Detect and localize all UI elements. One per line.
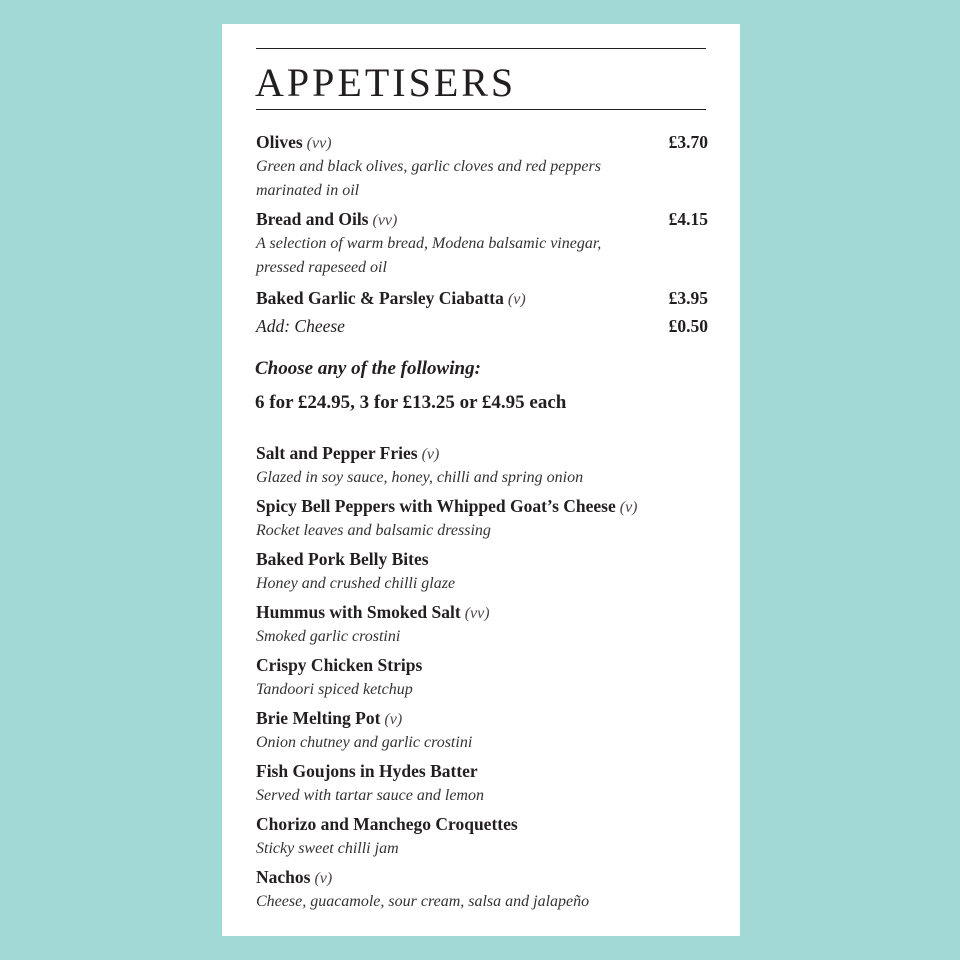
list-item-chicken-strips bbox=[256, 654, 708, 701]
dietary-tag: (v) bbox=[507, 291, 526, 308]
item-name: Salt and Pepper Fries bbox=[256, 443, 418, 463]
menu-card bbox=[222, 24, 740, 936]
menu-item-olives bbox=[256, 131, 708, 203]
offer-heading: Choose any of the following: bbox=[255, 358, 481, 379]
offer-deal: 6 for £24.95, 3 for £13.25 or £4.95 each bbox=[255, 392, 567, 413]
item-name: Bread and Oils bbox=[256, 209, 369, 229]
list-item-chorizo-croquettes bbox=[256, 813, 708, 860]
item-name: Hummus with Smoked Salt bbox=[256, 602, 461, 622]
item-price: £3.95 bbox=[668, 288, 708, 308]
item-name: Baked Garlic & Parsley Ciabatta bbox=[256, 288, 504, 308]
item-description: Sticky sweet chilli jam bbox=[256, 840, 399, 857]
item-description: Smoked garlic crostini bbox=[256, 628, 401, 645]
title-rule-bottom bbox=[256, 109, 706, 110]
list-item-spicy-bell-peppers bbox=[256, 495, 708, 542]
item-name: Nachos bbox=[256, 867, 311, 887]
item-description: Glazed in soy sauce, honey, chilli and spring onion bbox=[256, 469, 584, 486]
item-price: £3.70 bbox=[668, 132, 708, 152]
list-item-fish-goujons bbox=[256, 760, 708, 807]
dietary-tag: (v) bbox=[314, 870, 333, 887]
item-price: £4.15 bbox=[668, 209, 708, 229]
item-description: Served with tartar sauce and lemon bbox=[256, 787, 484, 804]
list-item-pork-belly-bites bbox=[256, 548, 708, 595]
dietary-tag: (vv) bbox=[464, 605, 490, 622]
item-description: A selection of warm bread, Modena balsamic vinegar, pressed rapeseed oil bbox=[256, 235, 602, 276]
dietary-tag: (v) bbox=[619, 499, 638, 516]
item-description: Cheese, guacamole, sour cream, salsa and jalapeño bbox=[256, 893, 590, 910]
list-item-brie-melting-pot bbox=[256, 707, 708, 754]
item-name: Fish Goujons in Hydes Batter bbox=[256, 761, 478, 781]
item-name: Chorizo and Manchego Croquettes bbox=[256, 814, 518, 834]
item-name: Olives bbox=[256, 132, 303, 152]
item-name: Spicy Bell Peppers with Whipped Goat’s Cheese bbox=[256, 496, 616, 516]
item-description: Rocket leaves and balsamic dressing bbox=[256, 522, 491, 539]
list-item-nachos bbox=[256, 866, 708, 913]
section-title: APPETISERS bbox=[255, 60, 517, 105]
dietary-tag: (vv) bbox=[306, 135, 332, 152]
list-item-hummus bbox=[256, 601, 708, 648]
dietary-tag: (v) bbox=[384, 711, 403, 728]
item-name: Brie Melting Pot bbox=[256, 708, 381, 728]
item-description: Honey and crushed chilli glaze bbox=[256, 575, 456, 592]
title-rule-top bbox=[256, 48, 706, 49]
item-description: Onion chutney and garlic crostini bbox=[256, 734, 473, 751]
list-item-salt-pepper-fries bbox=[256, 442, 708, 489]
item-name: Crispy Chicken Strips bbox=[256, 655, 423, 675]
item-description: Tandoori spiced ketchup bbox=[256, 681, 413, 698]
add-on-label: Add: Cheese bbox=[256, 316, 345, 336]
dietary-tag: (v) bbox=[421, 446, 440, 463]
dietary-tag: (vv) bbox=[372, 212, 398, 229]
item-description: Green and black olives, garlic cloves and red peppers marinated in oil bbox=[256, 158, 601, 199]
item-name: Baked Pork Belly Bites bbox=[256, 549, 429, 569]
menu-item-ciabatta bbox=[256, 287, 708, 337]
add-on-price: £0.50 bbox=[668, 316, 708, 336]
menu-item-bread-and-oils bbox=[256, 208, 708, 280]
